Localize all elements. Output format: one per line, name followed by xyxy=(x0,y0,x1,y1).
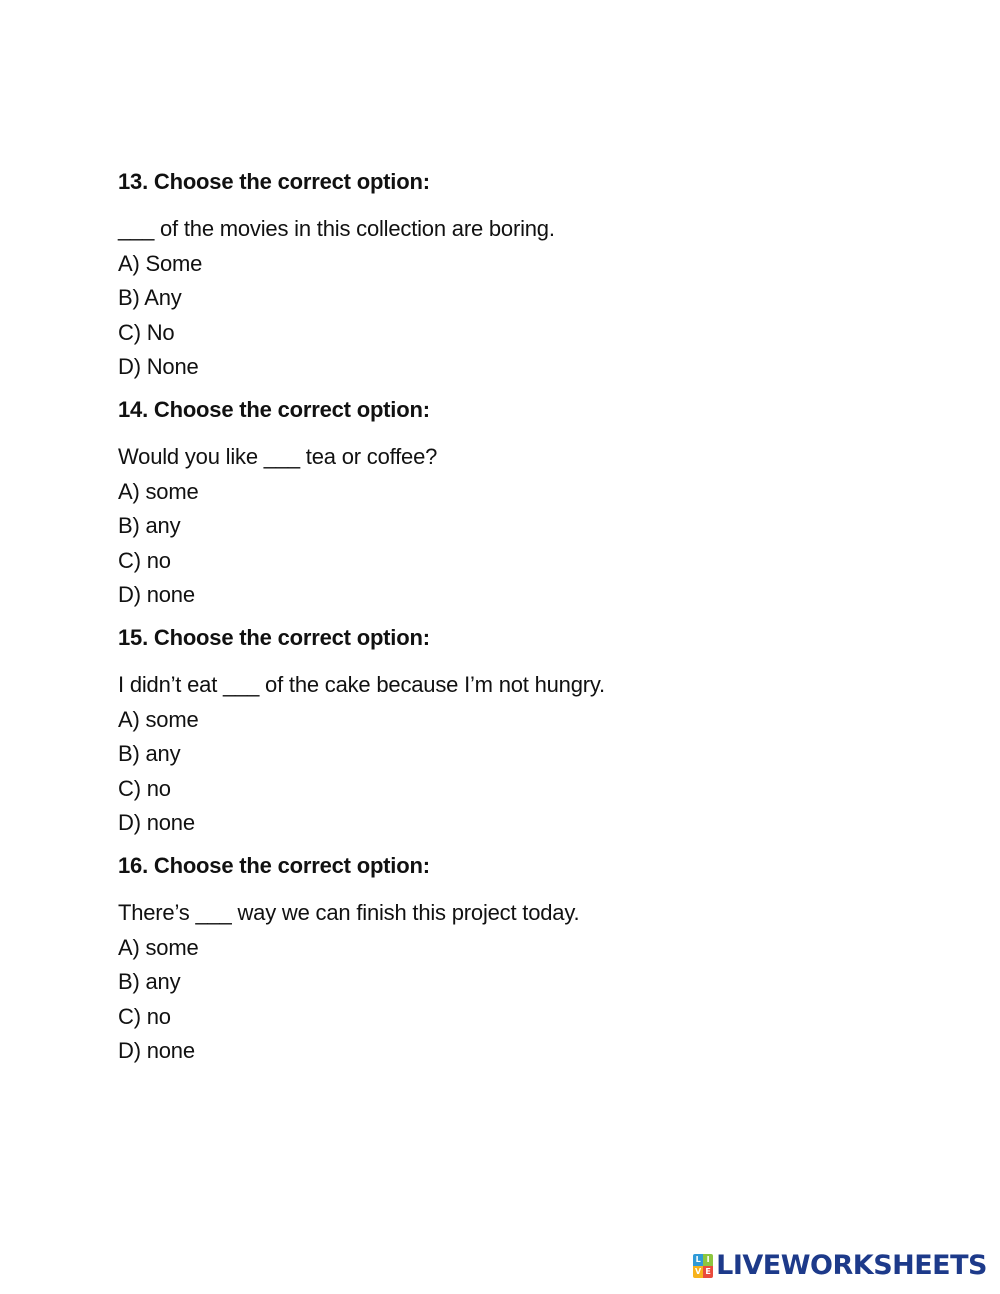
question-heading: 16. Choose the correct option: xyxy=(118,853,430,878)
option-list xyxy=(118,477,918,611)
logo-mark-letter: L xyxy=(693,1254,703,1266)
question-text: I didn’t eat ___ of the cake because I’m not hungry. xyxy=(118,672,605,697)
liveworksheets-logo-icon xyxy=(693,1254,713,1278)
option-a: A) some xyxy=(118,706,199,732)
option-d: D) none xyxy=(118,1038,195,1063)
option-a: A) Some xyxy=(118,250,203,276)
question-text: ___ of the movies in this collection are boring. xyxy=(118,216,555,241)
option-list xyxy=(118,705,918,839)
option-c: C) No xyxy=(118,319,175,345)
option-c: C) no xyxy=(118,1003,171,1029)
logo-mark-letter: E xyxy=(703,1266,713,1278)
option-b: B) any xyxy=(118,741,181,766)
option-c: C) no xyxy=(118,775,171,801)
option-d: D) none xyxy=(118,582,195,607)
option-list xyxy=(118,249,918,383)
option-d: D) none xyxy=(118,810,195,835)
option-c: C) no xyxy=(118,547,171,573)
option-b: B) Any xyxy=(118,285,182,310)
question-heading: 13. Choose the correct option: xyxy=(118,169,430,194)
worksheet-page xyxy=(118,167,918,1079)
question-13 xyxy=(118,167,918,382)
question-15 xyxy=(118,623,918,838)
question-text: There’s ___ way we can finish this project today. xyxy=(118,900,580,925)
question-14 xyxy=(118,395,918,610)
option-a: A) some xyxy=(118,478,199,504)
logo-mark-letter: V xyxy=(695,1267,702,1276)
question-text: Would you like ___ tea or coffee? xyxy=(118,444,438,469)
option-d: D) None xyxy=(118,354,199,379)
option-b: B) any xyxy=(118,513,181,538)
question-heading: 14. Choose the correct option: xyxy=(118,397,430,422)
option-a: A) some xyxy=(118,934,199,960)
logo-mark-letter: I xyxy=(703,1254,713,1266)
liveworksheets-logo xyxy=(693,1252,987,1280)
option-b: B) any xyxy=(118,969,181,994)
logo-text: LIVEWORKSHEETS xyxy=(716,1250,987,1281)
question-16 xyxy=(118,851,918,1066)
question-heading: 15. Choose the correct option: xyxy=(118,625,430,650)
option-list xyxy=(118,933,918,1067)
